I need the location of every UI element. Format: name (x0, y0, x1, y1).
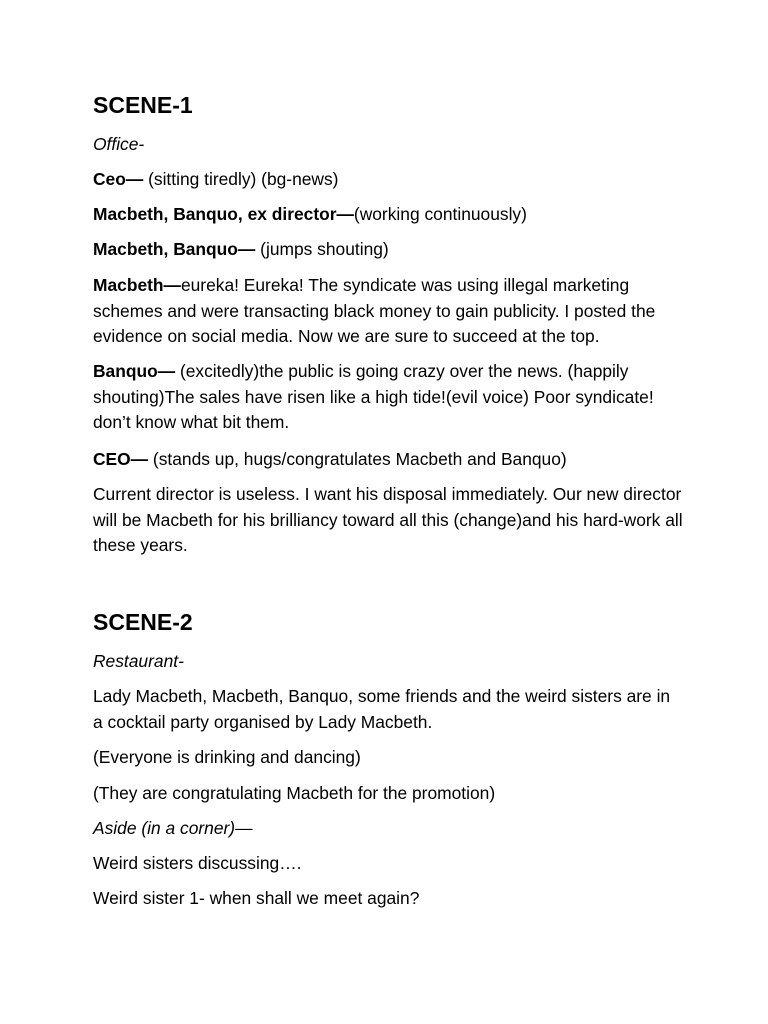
dialogue-line (93, 273, 683, 350)
speaker-name: Ceo— (93, 169, 144, 189)
scene-1-heading: SCENE-1 (93, 92, 193, 118)
scene-1-closing-paragraph: Current director is useless. I want his disposal immediately. Our new director will be Macbeth for his brilliancy toward all this (change)and his hard-work all these years. (93, 484, 683, 556)
speaker-name: Banquo— (93, 361, 176, 381)
dialogue-text: (excitedly)the public is going crazy over the news. (happily shouting)The sales have risen like a high tide!(evil voice) Poor syndicate! don’t know what bit them. (93, 361, 654, 433)
scene-1-location: Office- (93, 134, 145, 154)
dialogue-line (93, 447, 683, 473)
aside-dash: — (235, 818, 253, 838)
speaker-name: CEO— (93, 449, 149, 469)
aside-line (93, 816, 683, 842)
dialogue-text: (sitting tiredly) (bg-news) (143, 169, 339, 189)
dialogue-line (93, 359, 683, 436)
speaker-name: Macbeth, Banquo— (93, 239, 256, 259)
dialogue-text: (working continuously) (353, 204, 527, 224)
dialogue-text: (jumps shouting) (255, 239, 389, 259)
scene-2-location: Restaurant- (93, 651, 184, 671)
dialogue-line (93, 167, 683, 193)
stage-direction: (Everyone is drinking and dancing) (93, 747, 361, 767)
dialogue-line (93, 202, 683, 228)
scene-2-intro-paragraph: Lady Macbeth, Macbeth, Banquo, some friends and the weird sisters are in a cocktail party organised by Lady Macbeth. (93, 686, 671, 732)
dialogue-text: (stands up, hugs/congratulates Macbeth and Banquo) (148, 449, 567, 469)
dialogue-text: eureka! Eureka! The syndicate was using illegal marketing schemes and were transacting black money to gain publicity. I posted the evidence on social media. Now we are sure to succeed at the top. (93, 275, 656, 347)
weird-sister-1-line: Weird sister 1- when shall we meet again? (93, 888, 420, 908)
dialogue-line (93, 237, 683, 263)
stage-direction: (They are congratulating Macbeth for the promotion) (93, 783, 496, 803)
aside-label: Aside (in a corner) (93, 818, 236, 838)
speaker-name: Macbeth, Banquo, ex director— (93, 204, 354, 224)
speaker-name: Macbeth— (93, 275, 181, 295)
scene-2-discussing-line: Weird sisters discussing…. (93, 853, 302, 873)
scene-2-heading: SCENE-2 (93, 609, 193, 635)
